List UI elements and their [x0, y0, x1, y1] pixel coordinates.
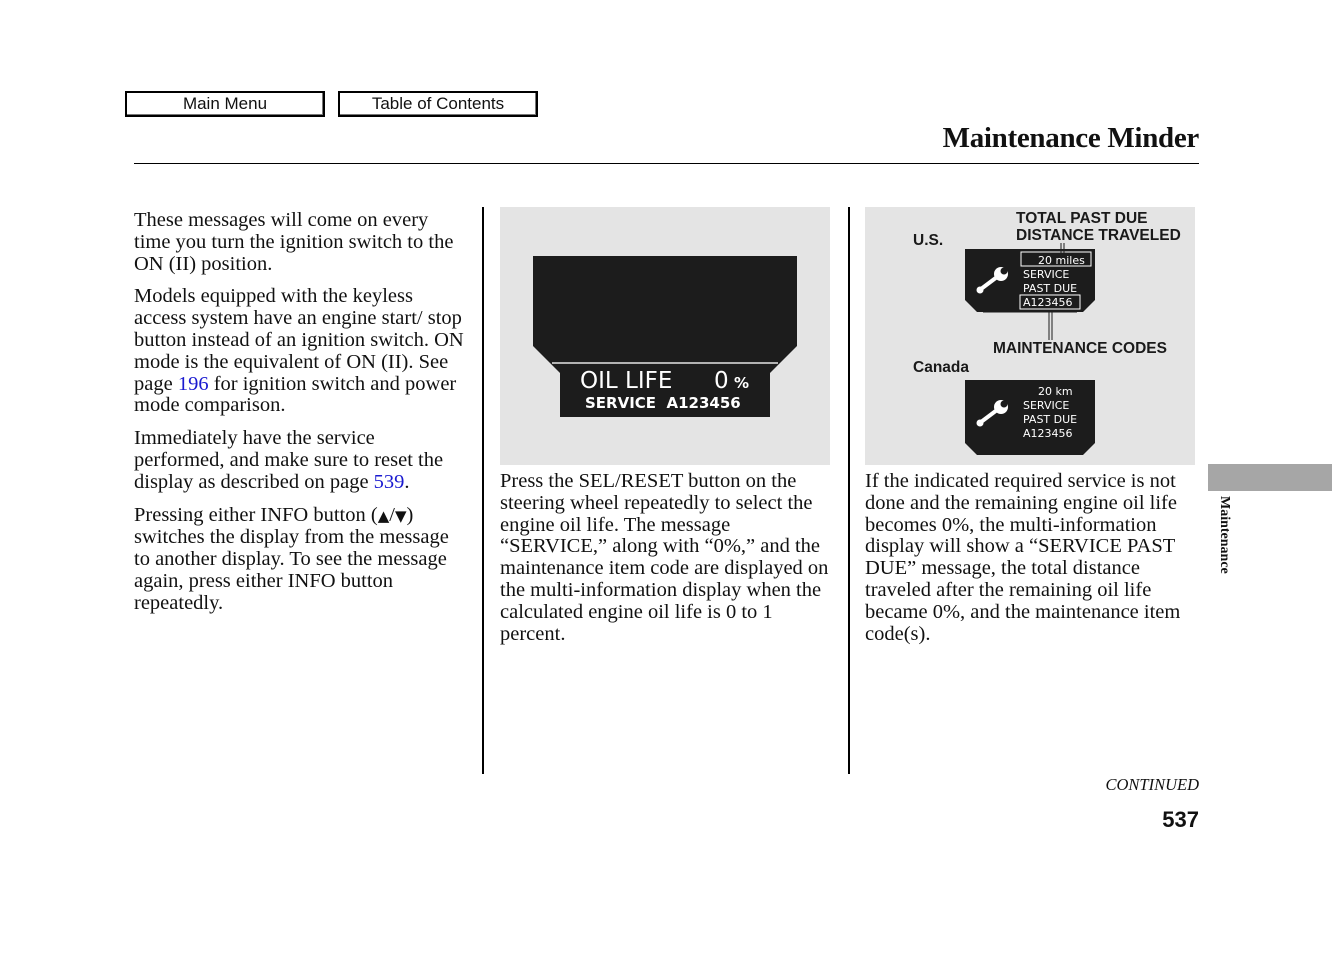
paragraph-1: These messages will come on every time you turn the ignition switch to the ON (II) position.: [134, 209, 454, 275]
oil-life-display-panel: [500, 207, 830, 465]
service-code-line: SERVICE A123456: [585, 394, 741, 412]
canada-code-text: A123456: [1023, 427, 1073, 440]
us-past-due-text: PAST DUE: [1023, 282, 1078, 295]
us-label: U.S.: [913, 232, 944, 249]
canada-service-text: SERVICE: [1023, 399, 1070, 412]
triangle-up-icon: ▲: [377, 506, 390, 525]
column-1-text: [134, 210, 469, 626]
total-past-due-label: TOTAL PAST DUE: [1016, 210, 1148, 227]
paragraph-4-text: Pressing either INFO button (: [134, 503, 378, 526]
page-539-link[interactable]: 539: [373, 470, 405, 493]
column-3-text: [865, 471, 1201, 656]
paragraph-3-text-end: .: [404, 470, 410, 493]
page-number: 537: [1162, 807, 1199, 832]
oil-life-label: OIL LIFE: [580, 368, 673, 394]
table-of-contents-button[interactable]: Table of Contents: [338, 91, 538, 117]
canada-past-due-text: PAST DUE: [1023, 413, 1078, 426]
canada-distance-text: 20 km: [1038, 385, 1073, 398]
main-menu-button[interactable]: Main Menu: [125, 91, 325, 117]
continued-label: CONTINUED: [1105, 775, 1199, 794]
column-divider-2: [848, 207, 850, 774]
us-distance-text: 20 miles: [1038, 254, 1085, 267]
paragraph-3-text: Immediately have the service performed, and make sure to reset the display as described on page: [134, 427, 444, 493]
paragraph-4-text-end: ) switches the display from the message to another display. To see the message again, press either INFO button repeatedly.: [134, 503, 449, 614]
section-tab-label: Maintenance: [1217, 496, 1232, 574]
slash-text: /: [389, 503, 395, 526]
column-divider-1: [482, 207, 484, 774]
page-196-link[interactable]: 196: [177, 372, 209, 395]
page-title: Maintenance Minder: [942, 122, 1199, 154]
paragraph-4: [134, 505, 469, 615]
us-service-text: SERVICE: [1023, 268, 1070, 281]
paragraph-2: [134, 286, 469, 417]
oil-life-unit: %: [734, 374, 750, 392]
us-code-text: A123456: [1023, 296, 1073, 309]
section-tab[interactable]: [1208, 464, 1332, 491]
distance-traveled-label: DISTANCE TRAVELED: [1016, 227, 1181, 244]
canada-label: Canada: [913, 359, 969, 376]
diagram-illustration: [865, 207, 1195, 465]
maintenance-codes-label: MAINTENANCE CODES: [993, 340, 1167, 357]
triangle-down-icon: ▼: [394, 506, 407, 525]
paragraph-3: [134, 428, 469, 493]
paragraph-6: If the indicated required service is not done and the remaining engine oil life becomes 0%, the multi-information display will show a “SERVICE PAST DUE” message, the total distance traveled after the remaining oil life became 0%, and the maintenance item code(s).: [865, 470, 1181, 645]
column-2-text: [500, 471, 835, 656]
oil-life-value: 0: [714, 368, 729, 394]
paragraph-5: Press the SEL/RESET button on the steering wheel repeatedly to select the engine oil life. The message “SERVICE,” along with “0%,” and the maintenance item code are displayed on the multi-information display when the calculated engine oil life is 0 to 1 percent.: [500, 470, 829, 645]
title-divider: [134, 163, 1199, 164]
oil-life-display-illustration: [500, 207, 830, 465]
paragraph-2-text: Models equipped with the keyless access system have an engine start/ stop button instead of an ignition switch. ON mode is the equivalent of ON (II). See page: [134, 285, 464, 395]
paragraph-2-text-end: for ignition switch and power mode comparison.: [134, 372, 457, 417]
service-past-due-diagram: [865, 207, 1195, 465]
